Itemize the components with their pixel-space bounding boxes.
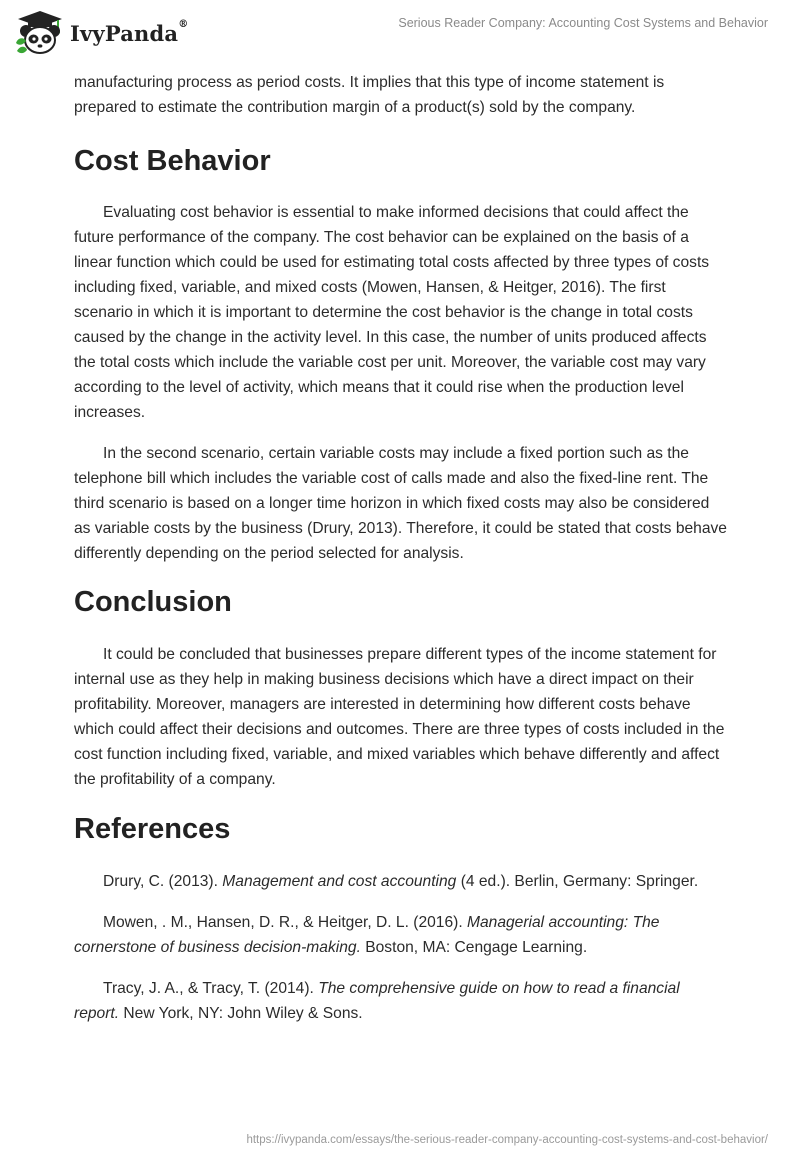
ivypanda-logo[interactable] bbox=[14, 9, 188, 57]
panda-graduate-icon bbox=[14, 9, 66, 57]
reference-publisher: New York, NY: John Wiley & Sons. bbox=[119, 1005, 363, 1022]
logo-wordmark: IvyPanda® bbox=[70, 18, 189, 46]
reference-title: The comprehensive guide on how to read a financial report. bbox=[74, 980, 680, 1022]
cost-behavior-heading: Cost Behavior bbox=[74, 145, 271, 177]
reference-item bbox=[74, 910, 728, 960]
references-heading: References bbox=[74, 813, 231, 845]
reference-publisher: Boston, MA: Cengage Learning. bbox=[360, 939, 588, 956]
reference-publisher: (4 ed.). Berlin, Germany: Springer. bbox=[456, 873, 699, 890]
document-title: Serious Reader Company: Accounting Cost Systems and Behavior bbox=[398, 16, 768, 30]
reference-authors: Tracy, J. A., & Tracy, T. (2014). bbox=[103, 980, 319, 997]
conclusion-paragraph: It could be concluded that businesses prepare different types of the income statement for internal use as they help in making business decisions which have a direct impact on their profitability. Moreover, managers are interested in determining how different costs behave which could affect their decisions and outcomes. There are three types of costs included in the cost function including fixed, variable, and mixed variables which behave differently and affect the profitability of a company. bbox=[74, 646, 725, 788]
reference-title: Managerial accounting: The cornerstone of business decision-making. bbox=[74, 914, 660, 956]
reference-authors: Drury, C. (2013). bbox=[103, 873, 223, 890]
reference-title: Management and cost accounting bbox=[222, 873, 457, 890]
page-header bbox=[0, 0, 800, 64]
cost-behavior-paragraph-2: In the second scenario, certain variable costs may include a fixed portion such as the telephone bill which includes the variable cost of calls made and also the fixed-line rent. The third scenario is based on a longer time horizon in which fixed costs may also be considered as variable costs by the business (Drury, 2013). Therefore, it could be stated that costs behave differently depending on the period selected for analysis. bbox=[74, 445, 727, 562]
essay-body bbox=[74, 70, 728, 1026]
reference-item bbox=[74, 869, 728, 894]
reference-item bbox=[74, 976, 728, 1026]
intro-paragraph: manufacturing process as period costs. It implies that this type of income statement is prepared to estimate the contribution margin of a product(s) sold by the company. bbox=[74, 74, 665, 116]
conclusion-heading: Conclusion bbox=[74, 586, 232, 618]
cost-behavior-paragraph-1: Evaluating cost behavior is essential to make informed decisions that could affect the future performance of the company. The cost behavior can be explained on the basis of a linear function which could be used for estimating total costs affected by three types of costs including fixed, variable, and mixed costs (Mowen, Hansen, & Heitger, 2016). The first scenario in which it is important to determine the cost behavior is the change in total costs caused by the change in the activity level. In this case, the number of units produced affects the total costs which include the variable cost per unit. Moreover, the variable cost may vary according to the level of activity, which means that it could rise when the production level increases. bbox=[74, 204, 710, 421]
reference-authors: Mowen, . M., Hansen, D. R., & Heitger, D. L. (2016). bbox=[103, 914, 467, 931]
source-url[interactable]: https://ivypanda.com/essays/the-serious-reader-company-accounting-cost-systems-and-cost-behavior/ bbox=[246, 1134, 768, 1146]
